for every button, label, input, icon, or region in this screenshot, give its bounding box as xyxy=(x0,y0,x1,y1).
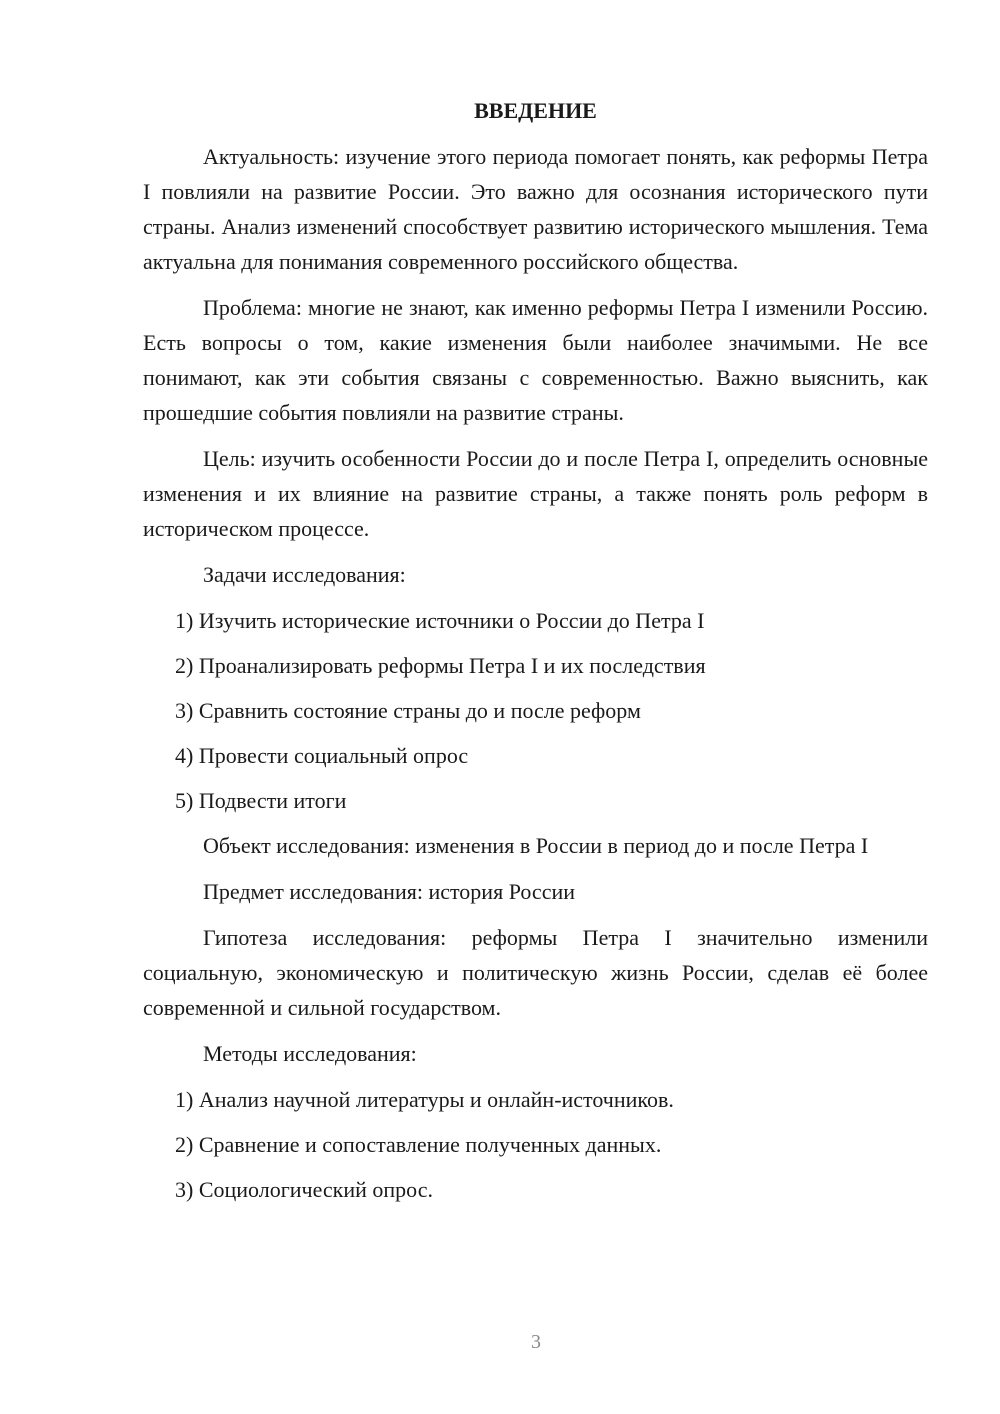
methods-list xyxy=(143,1082,928,1207)
subject-paragraph: Предмет исследования: история России xyxy=(203,879,576,904)
page-content xyxy=(143,95,928,1217)
list-item: 5) Подвести итоги xyxy=(175,788,347,813)
hypothesis-paragraph: Гипотеза исследования: реформы Петра I значительно изменили социальную, экономическую и политическую жизнь России, сделав её более современной и сильной государством. xyxy=(143,925,928,1020)
object-paragraph: Объект исследования: изменения в России в период до и после Петра I xyxy=(203,833,869,858)
relevance-paragraph: Актуальность: изучение этого периода помогает понять, как реформы Петра I повлияли на развитие России. Это важно для осознания исторического пути страны. Анализ изменений способствует развитию исторического мышления. Тема актуальна для понимания современного российского общества. xyxy=(143,144,928,274)
list-item: 1) Изучить исторические источники о России до Петра I xyxy=(175,608,705,633)
list-item: 3) Социологический опрос. xyxy=(175,1177,433,1202)
methods-title: Методы исследования: xyxy=(203,1041,417,1066)
problem-paragraph: Проблема: многие не знают, как именно реформы Петра I изменили Россию. Есть вопросы о том, какие изменения были наиболее значимыми. Не все понимают, как эти события связаны с современностью. Важно выяснить, как прошедшие события повлияли на развитие страны. xyxy=(143,295,928,425)
goal-paragraph: Цель: изучить особенности России до и после Петра I, определить основные изменения и их влияние на развитие страны, а также понять роль реформ в историческом процессе. xyxy=(143,446,928,541)
tasks-list xyxy=(143,603,928,818)
list-item: 4) Провести социальный опрос xyxy=(175,743,469,768)
page-number: 3 xyxy=(531,1331,541,1353)
section-heading: ВВЕДЕНИЕ xyxy=(474,98,597,123)
list-item: 3) Сравнить состояние страны до и после реформ xyxy=(175,698,641,723)
list-item: 1) Анализ научной литературы и онлайн-источников. xyxy=(175,1087,674,1112)
list-item: 2) Сравнение и сопоставление полученных данных. xyxy=(175,1132,662,1157)
list-item: 2) Проанализировать реформы Петра I и их последствия xyxy=(175,653,706,678)
tasks-title: Задачи исследования: xyxy=(203,562,406,587)
